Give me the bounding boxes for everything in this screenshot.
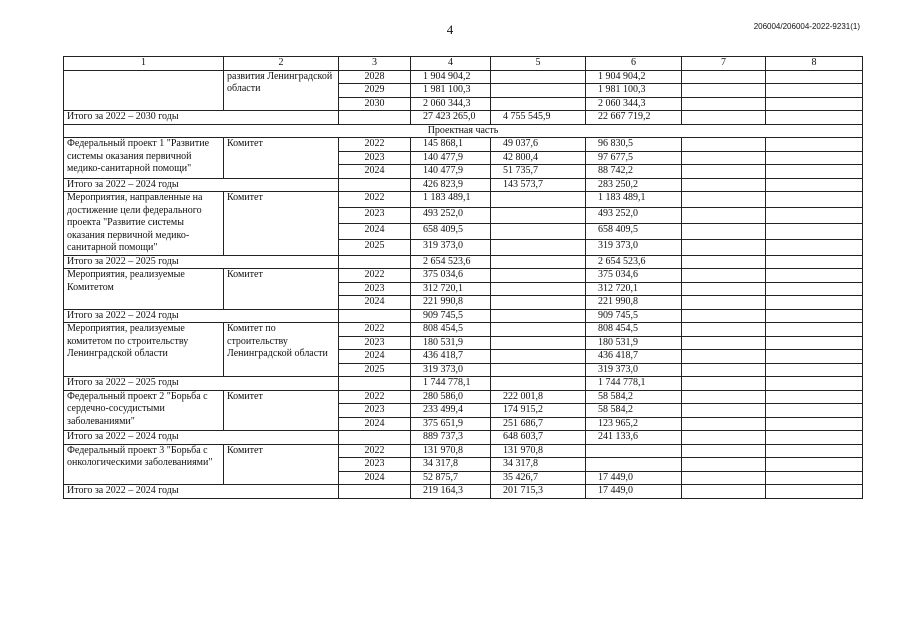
value-other-cell — [766, 363, 863, 377]
value-regional-cell: 319 373,0 — [586, 239, 682, 255]
year-cell: 2029 — [339, 84, 411, 98]
value-local-cell — [682, 485, 766, 499]
value-other-cell — [766, 192, 863, 208]
value-regional-cell: 319 373,0 — [586, 363, 682, 377]
value-local-cell — [682, 165, 766, 179]
total-row — [64, 431, 863, 445]
value-local-cell — [682, 97, 766, 111]
value-federal-cell: 49 037,6 — [491, 138, 586, 152]
value-other-cell — [766, 309, 863, 323]
program-name-cell: Федеральный проект 3 "Борьба с онкологическими заболеваниями" — [64, 444, 224, 485]
value-federal-cell — [491, 282, 586, 296]
value-total-cell: 27 423 265,0 — [411, 111, 491, 125]
value-federal-cell — [491, 336, 586, 350]
value-local-cell — [682, 377, 766, 391]
value-other-cell — [766, 255, 863, 269]
value-regional-cell: 123 965,2 — [586, 417, 682, 431]
value-federal-cell: 222 001,8 — [491, 390, 586, 404]
total-label-cell: Итого за 2022 – 2024 годы — [64, 178, 339, 192]
year-cell: 2030 — [339, 97, 411, 111]
value-regional-cell: 96 830,5 — [586, 138, 682, 152]
value-other-cell — [766, 282, 863, 296]
value-other-cell — [766, 223, 863, 239]
value-regional-cell: 493 252,0 — [586, 207, 682, 223]
year-cell: 2023 — [339, 404, 411, 418]
value-total-cell: 312 720,1 — [411, 282, 491, 296]
value-regional-cell: 97 677,5 — [586, 151, 682, 165]
value-local-cell — [682, 390, 766, 404]
year-cell: 2024 — [339, 417, 411, 431]
value-total-cell: 221 990,8 — [411, 296, 491, 310]
value-other-cell — [766, 336, 863, 350]
value-federal-cell — [491, 207, 586, 223]
year-cell: 2022 — [339, 269, 411, 283]
value-federal-cell — [491, 223, 586, 239]
value-other-cell — [766, 207, 863, 223]
value-federal-cell — [491, 84, 586, 98]
value-other-cell — [766, 138, 863, 152]
value-regional-cell: 2 654 523,6 — [586, 255, 682, 269]
value-local-cell — [682, 458, 766, 472]
value-federal-cell — [491, 269, 586, 283]
value-federal-cell: 251 686,7 — [491, 417, 586, 431]
value-local-cell — [682, 296, 766, 310]
value-regional-cell: 22 667 719,2 — [586, 111, 682, 125]
value-local-cell — [682, 323, 766, 337]
total-label-cell: Итого за 2022 – 2024 годы — [64, 309, 339, 323]
column-number-row — [64, 57, 863, 71]
value-total-cell: 808 454,5 — [411, 323, 491, 337]
program-name-cell — [64, 70, 224, 111]
value-local-cell — [682, 70, 766, 84]
value-total-cell: 658 409,5 — [411, 223, 491, 239]
value-local-cell — [682, 282, 766, 296]
value-total-cell: 2 060 344,3 — [411, 97, 491, 111]
value-total-cell: 180 531,9 — [411, 336, 491, 350]
value-local-cell — [682, 84, 766, 98]
value-other-cell — [766, 431, 863, 445]
value-total-cell: 52 875,7 — [411, 471, 491, 485]
page-number: 4 — [446, 22, 454, 37]
value-other-cell — [766, 485, 863, 499]
value-other-cell — [766, 471, 863, 485]
program-name-cell: Мероприятия, реализуемые комитетом по строительству Ленинградской области — [64, 323, 224, 377]
value-federal-cell — [491, 192, 586, 208]
value-local-cell — [682, 192, 766, 208]
value-regional-cell: 2 060 344,3 — [586, 97, 682, 111]
value-federal-cell: 51 735,7 — [491, 165, 586, 179]
table-row — [64, 323, 863, 337]
year-cell — [339, 309, 411, 323]
year-cell: 2023 — [339, 282, 411, 296]
total-label-cell: Итого за 2022 – 2025 годы — [64, 377, 339, 391]
value-regional-cell: 221 990,8 — [586, 296, 682, 310]
value-federal-cell: 42 800,4 — [491, 151, 586, 165]
value-other-cell — [766, 444, 863, 458]
value-local-cell — [682, 138, 766, 152]
value-federal-cell: 34 317,8 — [491, 458, 586, 472]
table-row — [64, 269, 863, 283]
year-cell — [339, 255, 411, 269]
value-other-cell — [766, 350, 863, 364]
value-local-cell — [682, 269, 766, 283]
year-cell — [339, 377, 411, 391]
value-local-cell — [682, 207, 766, 223]
value-total-cell: 2 654 523,6 — [411, 255, 491, 269]
year-cell: 2022 — [339, 192, 411, 208]
value-total-cell: 319 373,0 — [411, 363, 491, 377]
value-regional-cell — [586, 444, 682, 458]
value-total-cell: 375 034,6 — [411, 269, 491, 283]
value-total-cell: 909 745,5 — [411, 309, 491, 323]
value-total-cell: 280 586,0 — [411, 390, 491, 404]
value-other-cell — [766, 70, 863, 84]
executor-cell: Комитет — [224, 269, 339, 310]
value-local-cell — [682, 309, 766, 323]
col-header: 2 — [224, 57, 339, 71]
year-cell: 2024 — [339, 471, 411, 485]
value-regional-cell: 58 584,2 — [586, 404, 682, 418]
year-cell: 2022 — [339, 323, 411, 337]
year-cell: 2024 — [339, 350, 411, 364]
value-local-cell — [682, 255, 766, 269]
value-total-cell: 1 183 489,1 — [411, 192, 491, 208]
col-header: 1 — [64, 57, 224, 71]
value-local-cell — [682, 151, 766, 165]
year-cell: 2028 — [339, 70, 411, 84]
year-cell: 2024 — [339, 296, 411, 310]
value-other-cell — [766, 404, 863, 418]
total-row — [64, 309, 863, 323]
value-regional-cell: 17 449,0 — [586, 485, 682, 499]
value-total-cell: 131 970,8 — [411, 444, 491, 458]
value-total-cell: 375 651,9 — [411, 417, 491, 431]
value-local-cell — [682, 350, 766, 364]
value-total-cell: 1 904 904,2 — [411, 70, 491, 84]
value-other-cell — [766, 458, 863, 472]
year-cell: 2023 — [339, 458, 411, 472]
value-total-cell: 319 373,0 — [411, 239, 491, 255]
value-regional-cell: 1 744 778,1 — [586, 377, 682, 391]
col-header: 8 — [766, 57, 863, 71]
value-regional-cell: 58 584,2 — [586, 390, 682, 404]
value-federal-cell — [491, 363, 586, 377]
total-row — [64, 111, 863, 125]
value-regional-cell: 375 034,6 — [586, 269, 682, 283]
value-total-cell: 34 317,8 — [411, 458, 491, 472]
value-local-cell — [682, 239, 766, 255]
value-local-cell — [682, 417, 766, 431]
section-row — [64, 124, 863, 138]
value-local-cell — [682, 363, 766, 377]
year-cell: 2023 — [339, 151, 411, 165]
program-name-cell: Федеральный проект 2 "Борьба с сердечно-сосудистыми заболеваниями" — [64, 390, 224, 431]
executor-cell: Комитет — [224, 444, 339, 485]
value-local-cell — [682, 404, 766, 418]
program-name-cell: Мероприятия, направленные на достижение цели федерального проекта "Развитие системы оказания первичной медико-санитарной помощи" — [64, 192, 224, 256]
value-other-cell — [766, 296, 863, 310]
total-row — [64, 255, 863, 269]
budget-table — [63, 56, 863, 499]
col-header: 4 — [411, 57, 491, 71]
value-local-cell — [682, 111, 766, 125]
value-federal-cell — [491, 309, 586, 323]
value-other-cell — [766, 269, 863, 283]
year-cell: 2022 — [339, 390, 411, 404]
col-header: 5 — [491, 57, 586, 71]
value-regional-cell: 436 418,7 — [586, 350, 682, 364]
total-row — [64, 485, 863, 499]
year-cell: 2023 — [339, 207, 411, 223]
table-row — [64, 70, 863, 84]
total-row — [64, 377, 863, 391]
value-total-cell: 493 252,0 — [411, 207, 491, 223]
program-name-cell: Мероприятия, реализуемые Комитетом — [64, 269, 224, 310]
value-local-cell — [682, 431, 766, 445]
value-local-cell — [682, 223, 766, 239]
value-total-cell: 889 737,3 — [411, 431, 491, 445]
value-local-cell — [682, 471, 766, 485]
value-federal-cell — [491, 350, 586, 364]
value-regional-cell: 658 409,5 — [586, 223, 682, 239]
value-other-cell — [766, 165, 863, 179]
program-name-cell: Федеральный проект 1 "Развитие системы оказания первичной медико-санитарной помощи" — [64, 138, 224, 179]
value-other-cell — [766, 111, 863, 125]
value-regional-cell: 88 742,2 — [586, 165, 682, 179]
year-cell: 2024 — [339, 223, 411, 239]
year-cell: 2025 — [339, 239, 411, 255]
value-total-cell: 219 164,3 — [411, 485, 491, 499]
value-local-cell — [682, 336, 766, 350]
value-total-cell: 426 823,9 — [411, 178, 491, 192]
value-regional-cell: 1 183 489,1 — [586, 192, 682, 208]
value-other-cell — [766, 151, 863, 165]
col-header: 3 — [339, 57, 411, 71]
year-cell — [339, 111, 411, 125]
value-other-cell — [766, 390, 863, 404]
value-federal-cell — [491, 97, 586, 111]
value-federal-cell: 35 426,7 — [491, 471, 586, 485]
value-federal-cell — [491, 239, 586, 255]
year-cell — [339, 431, 411, 445]
col-header: 7 — [682, 57, 766, 71]
executor-cell: развития Ленинградской области — [224, 70, 339, 111]
value-federal-cell: 143 573,7 — [491, 178, 586, 192]
value-total-cell: 140 477,9 — [411, 165, 491, 179]
table-row — [64, 444, 863, 458]
document-code: 206004/206004-2022-9231(1) — [753, 22, 860, 31]
table-row — [64, 138, 863, 152]
total-label-cell: Итого за 2022 – 2024 годы — [64, 431, 339, 445]
value-federal-cell: 4 755 545,9 — [491, 111, 586, 125]
total-label-cell: Итого за 2022 – 2030 годы — [64, 111, 339, 125]
value-regional-cell: 1 904 904,2 — [586, 70, 682, 84]
value-regional-cell: 312 720,1 — [586, 282, 682, 296]
value-regional-cell: 241 133,6 — [586, 431, 682, 445]
year-cell — [339, 485, 411, 499]
value-regional-cell: 808 454,5 — [586, 323, 682, 337]
value-other-cell — [766, 323, 863, 337]
value-other-cell — [766, 377, 863, 391]
value-federal-cell — [491, 377, 586, 391]
value-federal-cell: 201 715,3 — [491, 485, 586, 499]
value-total-cell: 1 744 778,1 — [411, 377, 491, 391]
value-local-cell — [682, 444, 766, 458]
executor-cell: Комитет по строительству Ленинградской области — [224, 323, 339, 377]
value-federal-cell: 648 603,7 — [491, 431, 586, 445]
value-regional-cell: 1 981 100,3 — [586, 84, 682, 98]
year-cell: 2024 — [339, 165, 411, 179]
executor-cell: Комитет — [224, 138, 339, 179]
value-federal-cell — [491, 296, 586, 310]
total-label-cell: Итого за 2022 – 2024 годы — [64, 485, 339, 499]
total-label-cell: Итого за 2022 – 2025 годы — [64, 255, 339, 269]
col-header: 6 — [586, 57, 682, 71]
value-other-cell — [766, 417, 863, 431]
value-regional-cell: 283 250,2 — [586, 178, 682, 192]
value-total-cell: 233 499,4 — [411, 404, 491, 418]
value-local-cell — [682, 178, 766, 192]
total-row — [64, 178, 863, 192]
value-total-cell: 140 477,9 — [411, 151, 491, 165]
value-regional-cell: 180 531,9 — [586, 336, 682, 350]
table-row — [64, 390, 863, 404]
executor-cell: Комитет — [224, 390, 339, 431]
value-total-cell: 145 868,1 — [411, 138, 491, 152]
value-regional-cell: 17 449,0 — [586, 471, 682, 485]
value-regional-cell — [586, 458, 682, 472]
year-cell: 2025 — [339, 363, 411, 377]
value-regional-cell: 909 745,5 — [586, 309, 682, 323]
value-other-cell — [766, 84, 863, 98]
value-other-cell — [766, 97, 863, 111]
section-title: Проектная часть — [64, 124, 863, 138]
value-other-cell — [766, 239, 863, 255]
value-federal-cell: 131 970,8 — [491, 444, 586, 458]
value-total-cell: 436 418,7 — [411, 350, 491, 364]
year-cell: 2022 — [339, 138, 411, 152]
table-row — [64, 192, 863, 208]
year-cell — [339, 178, 411, 192]
value-federal-cell: 174 915,2 — [491, 404, 586, 418]
value-federal-cell — [491, 323, 586, 337]
value-federal-cell — [491, 70, 586, 84]
year-cell: 2022 — [339, 444, 411, 458]
year-cell: 2023 — [339, 336, 411, 350]
value-other-cell — [766, 178, 863, 192]
value-total-cell: 1 981 100,3 — [411, 84, 491, 98]
executor-cell: Комитет — [224, 192, 339, 256]
value-federal-cell — [491, 255, 586, 269]
